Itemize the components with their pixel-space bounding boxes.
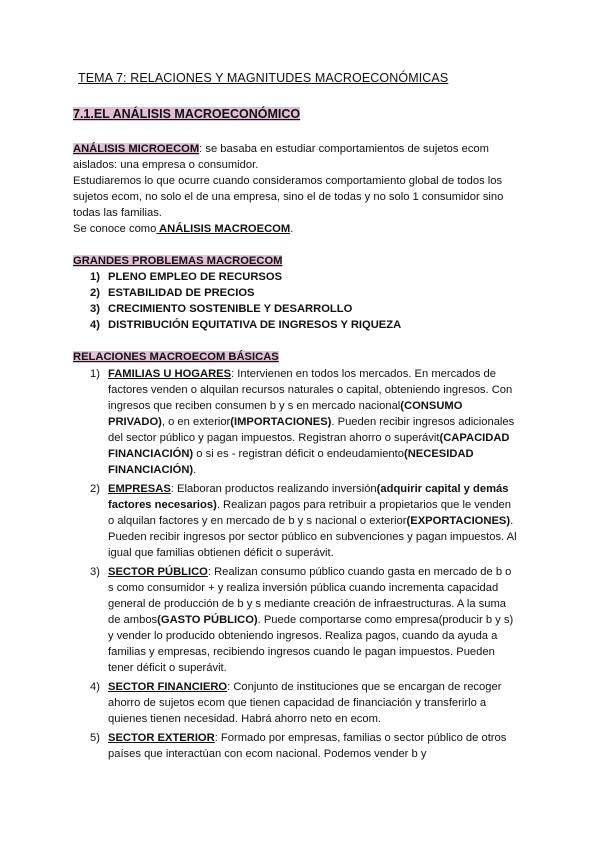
problems-heading: GRANDES PROBLEMAS MACROECOM — [73, 255, 283, 267]
problems-list — [90, 269, 401, 333]
document-title: TEMA 7: RELACIONES Y MAGNITUDES MACROECONÓMICAS — [78, 71, 449, 85]
list-item-sector-publico: 3) SECTOR PÚBLICO: Realizan consumo público cuando gasta en mercado de b o s como consumidor + y realiza inversión pública cuando incrementa capacidad general de producción de b y s mediante creación de infraestructuras. A la suma de ambos(GASTO PÚBLICO). Puede comportarse como empresa(producir b y s) y vender lo producido obteniendo ingresos. Realiza pagos, cuando da ayuda a familias y empresas, recibiendo ingresos cuando le pagan impuestos. Pueden tener déficit o superávit. — [90, 566, 514, 674]
list-item: 1) PLENO EMPLEO DE RECURSOS — [90, 271, 283, 283]
list-item: 3) CRECIMIENTO SOSTENIBLE Y DESARROLLO — [90, 303, 353, 315]
list-item-empresas: 2) EMPRESAS: Elaboran productos realizando inversión(adquirir capital y demás factores necesarios). Realizan pagos para retribuir a propietarios que le venden o alquilan factores y en mercado de b y s nacional o exterior(EXPORTACIONES). Pueden recibir ingresos por sector público en subvenciones y pagan impuestos. Al igual que familias obtienen déficit o superávit. — [90, 483, 517, 559]
intro-term: ANÁLISIS MICROECOM — [73, 143, 200, 155]
section-heading: 7.1.EL ANÁLISIS MACROECONÓMICO — [73, 107, 301, 121]
intro-paragraph: ANÁLISIS MICROECOM: se basaba en estudiar comportamientos de sujetos ecom aislados: una empresa o consumidor. Estudiaremos lo que ocurre cuando consideramos comportamiento global de todos los sujetos ecom, no solo el de una empresa, sino el de todas y no solo 1 consumidor sino todas las familias. Se conoce como ANÁLISIS MACROECOM. — [73, 143, 504, 235]
list-item-sector-exterior: 5) SECTOR EXTERIOR: Formado por empresas, familias o sector público de otros países que interactúan con ecom nacional. Podemos vender b y — [90, 732, 507, 760]
relations-list — [90, 366, 530, 765]
relations-heading: RELACIONES MACROECOM BÁSICAS — [73, 351, 279, 363]
list-item: 4) DISTRIBUCIÓN EQUITATIVA DE INGRESOS Y RIQUEZA — [90, 319, 402, 331]
list-item-sector-financiero: 4) SECTOR FINANCIERO: Conjunto de instituciones que se encargan de recoger ahorro de sujetos ecom que tienen capacidad de financiación y transferirlo a quienes tienen necesidad. Habrá ahorro neto en ecom. — [90, 681, 502, 725]
list-item-familias: 1) FAMILIAS U HOGARES: Intervienen en todos los mercados. En mercados de factores venden o alquilan recursos naturales o capital, obteniendo ingresos. Con ingresos que reciben consumen b y s en mercado nacional(CONSUMO PRIVADO), o en exterior(IMPORTACIONES). Pueden recibir ingresos adicionales del sector público y pagan impuestos. Registran ahorro o superávit(CAPACIDAD FINANCIACIÓN) o si es - registran déficit o endeudamiento(NECESIDAD FINANCIACIÓN). — [90, 368, 515, 476]
intro-term-macro: ANÁLISIS MACROECOM — [156, 223, 291, 235]
list-item: 2) ESTABILIDAD DE PRECIOS — [90, 287, 255, 299]
